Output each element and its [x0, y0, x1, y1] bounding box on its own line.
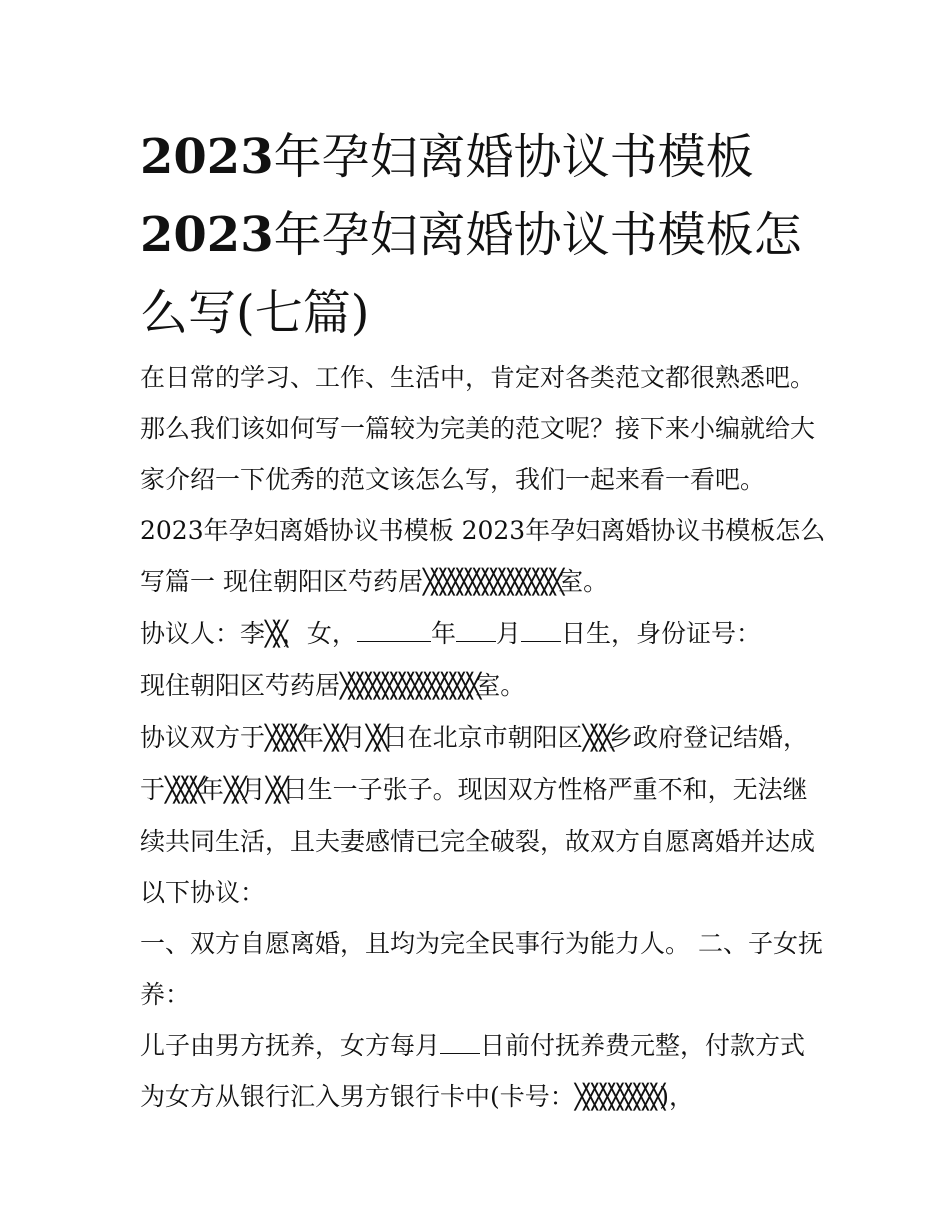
- room-suffix-2: 室。: [475, 671, 526, 700]
- intro-text: 在日常的学习、工作、生活中，肯定对各类范文都很熟悉吧。那么我们该如何写一篇较为完美的范文呢？接下来小编就给大家介绍一下优秀的范文该怎么写，我们一起来看一看吧。: [140, 363, 816, 494]
- blank-day: [521, 619, 561, 642]
- marriage-text-3: 月: [340, 723, 366, 752]
- paragraph-child-support: [140, 1020, 830, 1123]
- redacted-year-2: ╳╳╳╳: [165, 776, 199, 804]
- paragraph-marriage: [140, 712, 830, 918]
- blank-support-day: [440, 1031, 480, 1054]
- redacted-township: ╳╳╳: [582, 724, 609, 752]
- room-suffix-1: 室。: [558, 567, 609, 596]
- year-label: 年: [430, 619, 456, 648]
- paragraph-party-info: [140, 608, 830, 660]
- document-title: [140, 118, 840, 352]
- support-text-3: )，: [659, 1082, 695, 1111]
- first-heading-text: 2023年孕妇离婚协议书模板 2023年孕妇离婚协议书模板怎么写篇一 现住朝阳区芍药居: [140, 516, 826, 596]
- title-year-1: 2023: [140, 129, 274, 185]
- paragraph-address: [140, 660, 830, 712]
- redacted-year-1: ╳╳╳╳: [265, 724, 299, 752]
- redacted-month-2: ╳╳: [223, 776, 241, 804]
- redacted-card-number: ╳╳╳╳╳╳╳╳╳╳: [574, 1083, 660, 1111]
- blank-year: [357, 619, 431, 642]
- title-text-2: 年孕妇离婚协议书模板怎么写(七篇): [140, 207, 802, 341]
- paragraph-clause-1: [140, 918, 830, 1020]
- marriage-text-5: 乡政府登记结婚，于: [140, 723, 809, 804]
- title-text-1: 年孕妇离婚协议书模板: [273, 129, 754, 185]
- support-text-2: 日前付抚养费元整，付款方式为女方从银行汇入男方银行卡中(卡号：: [140, 1031, 806, 1111]
- paragraph-intro: [140, 352, 830, 505]
- document-body: [140, 352, 830, 1123]
- marriage-text-7: 月: [240, 775, 266, 804]
- party-label: 协议人：李: [140, 619, 266, 648]
- address-text: 现住朝阳区芍药居: [140, 671, 341, 700]
- marriage-text-8: 日生一子张子。现因双方性格严重不和，无法继续共同生活，且夫妻感情已完全破裂，故双方自愿离婚并达成以下协议：: [140, 775, 816, 907]
- redacted-address-1: ╳╳╳╳╳╳╳╳╳╳╳╳╳╳╳╳: [422, 568, 559, 596]
- support-text-1: 儿子由男方抚养，女方每月: [140, 1031, 441, 1060]
- clause-1-text: 一、双方自愿离婚，且均为完全民事行为能力人。 二、子女抚养：: [140, 929, 823, 1009]
- redacted-day-2: ╳╳: [265, 776, 283, 804]
- redacted-name: ╳╳: [265, 620, 282, 648]
- paragraph-heading-first: [140, 505, 830, 608]
- birth-id-label: 日生，身份证号：: [560, 619, 761, 648]
- blank-month: [456, 619, 496, 642]
- party-gender: ，女，: [281, 619, 357, 648]
- marriage-text-1: 协议双方于: [140, 723, 266, 752]
- redacted-address-2: ╳╳╳╳╳╳╳╳╳╳╳╳╳╳╳╳: [340, 672, 476, 700]
- redacted-month-1: ╳╳: [323, 724, 341, 752]
- marriage-text-6: 年: [198, 775, 224, 804]
- marriage-text-4: 日在北京市朝阳区: [382, 723, 583, 752]
- marriage-text-2: 年: [298, 723, 324, 752]
- title-year-2: 2023: [140, 207, 274, 263]
- month-label: 月: [495, 619, 521, 648]
- redacted-day-1: ╳╳: [365, 724, 383, 752]
